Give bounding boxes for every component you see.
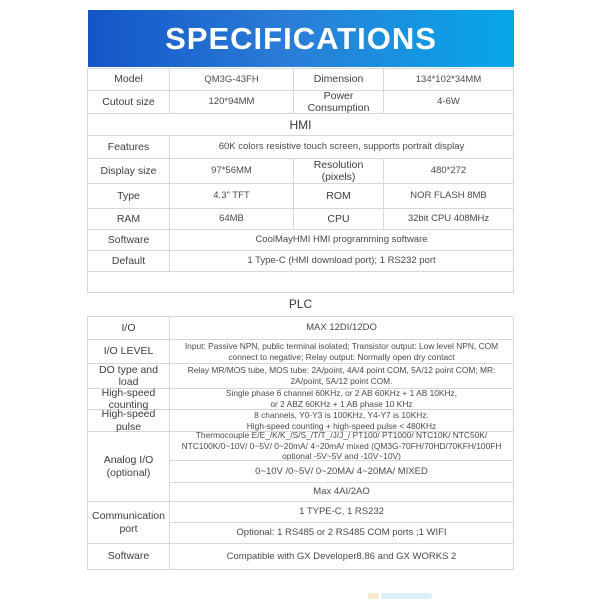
hmi-software-label: Software <box>107 233 150 246</box>
hs-counting-label: High-speed counting <box>101 386 156 411</box>
cutout-value: 120*94MM <box>169 91 293 113</box>
hmi-section-row <box>88 113 513 135</box>
table-row-type <box>88 183 513 208</box>
table-row-communication-port <box>88 501 513 543</box>
table-row-plc-software <box>88 543 513 569</box>
model-label: Model <box>114 73 143 86</box>
io-label: I/O <box>121 321 136 334</box>
table-row-hs-pulse <box>88 409 513 431</box>
general-hmi-table <box>87 68 514 293</box>
table-row-hmi-software <box>88 229 513 250</box>
type-value: 4.3" TFT <box>169 184 293 208</box>
resolution-label: Resolution (pixels) <box>293 159 383 183</box>
empty-cell <box>88 272 513 292</box>
table-row-model <box>88 69 513 90</box>
table-row-default <box>88 250 513 271</box>
io-level-value: Input: Passive NPN, public terminal isolated; Transistor output: Low level NPN, COM connect to negative; Relay output: Normally open dry contact <box>169 340 513 363</box>
cpu-value: 32bit CPU 408MHz <box>383 209 513 229</box>
ram-value: 64MB <box>169 209 293 229</box>
analog-io-values <box>169 429 513 501</box>
hs-counting-value <box>169 389 513 409</box>
do-type-value: Relay MR/MOS tube, MOS tube: 2A/point, 4A/4 point COM, 5A/12 point COM; MR: 2A/point, 5A/12 point COM. <box>169 364 513 388</box>
empty-row <box>88 271 513 292</box>
power-consumption-label: Power Consumption <box>293 91 383 113</box>
communication-port-values <box>169 502 513 543</box>
analog-io-label: Analog I/O (optional) <box>103 454 154 479</box>
display-size-value: 97*56MM <box>169 159 293 183</box>
display-size-label: Display size <box>100 164 157 177</box>
table-row-hs-counting <box>88 388 513 409</box>
table-row-features <box>88 135 513 158</box>
plc-software-value: Compatible with GX Developer8.86 and GX WORKS 2 <box>169 544 513 569</box>
brand-logo-text <box>381 593 432 599</box>
hs-pulse-value <box>169 410 513 431</box>
resolution-value: 480*272 <box>383 159 513 183</box>
dimension-label: Dimension <box>293 69 383 90</box>
communication-port-value-1: 1 TYPE-C, 1 RS232 <box>299 506 384 518</box>
hs-counting-line1: Single phase 6 channel 60KHz, or 2 AB 60KHz + 1 AB 10KHz, <box>225 388 458 399</box>
power-consumption-value: 4-6W <box>383 91 513 113</box>
specifications-banner <box>88 10 514 67</box>
model-value: QM3G-43FH <box>169 69 293 90</box>
default-label: Default <box>111 254 146 267</box>
plc-software-label: Software <box>107 550 150 563</box>
do-type-label: DO type and load <box>99 363 158 388</box>
hs-pulse-label: High-speed pulse <box>101 408 156 433</box>
table-row-io-level <box>88 339 513 363</box>
features-value: 60K colors resistive touch screen, supports portrait display <box>169 136 513 158</box>
table-row-ram <box>88 208 513 229</box>
table-row-do-type <box>88 363 513 388</box>
type-label: Type <box>117 189 140 202</box>
hs-pulse-line2: High-speed counting + high-speed pulse < 480KHz <box>246 420 437 431</box>
communication-port-value-2: Optional: 1 RS485 or 2 RS485 COM ports ;1 WIFI <box>170 522 513 543</box>
hs-pulse-line1: 8 channels, Y0-Y3 is 100KHz, Y4-Y7 is 10KHz. <box>254 409 429 420</box>
rom-value: NOR FLASH 8MB <box>383 184 513 208</box>
hmi-section-header: HMI <box>289 117 312 132</box>
default-value: 1 Type-C (HMI download port); 1 RS232 port <box>169 251 513 271</box>
hs-counting-line2: or 2 ABZ 60KHz + 1 AB phase 10 KHz <box>270 399 413 409</box>
page-title: SPECIFICATIONS <box>165 20 437 56</box>
communication-port-label: Communication port <box>92 510 165 535</box>
table-row-display-size <box>88 158 513 183</box>
brand-watermark <box>368 593 432 600</box>
table-row-analog-io <box>88 431 513 501</box>
analog-io-value-3: Max 4AI/2AO <box>170 482 513 501</box>
hmi-software-value: CoolMayHMI HMI programming software <box>169 230 513 250</box>
analog-io-value-1: Thermocouple E/E_/K/K_/S/S_/T/T_/J/J_/ PT100/ PT1000/ NTC10K/ NTC50K/ NTC100K/0~10V/ 0~5V/ 0~20mA/ 4~20mA/ mixed (QM3G-70FH/70HD/70KFH/100FH optional -5V~5V and -10V~10V) <box>181 429 502 462</box>
rom-label: ROM <box>293 184 383 208</box>
cutout-label: Cutout size <box>102 95 155 108</box>
io-level-label: I/O LEVEL <box>103 345 154 358</box>
plc-table <box>87 316 514 570</box>
dimension-value: 134*102*34MM <box>383 69 513 90</box>
ram-label: RAM <box>116 212 141 225</box>
table-row-io <box>88 317 513 339</box>
cpu-label: CPU <box>293 209 383 229</box>
features-label: Features <box>107 140 150 153</box>
plc-section-header: PLC <box>288 296 313 311</box>
table-row-cutout <box>88 90 513 113</box>
io-value: MAX 12DI/12DO <box>169 317 513 339</box>
analog-io-value-2: 0~10V /0~5V/ 0~20MA/ 4~20MA/ MIXED <box>170 460 513 482</box>
brand-logo-icon <box>368 593 379 599</box>
